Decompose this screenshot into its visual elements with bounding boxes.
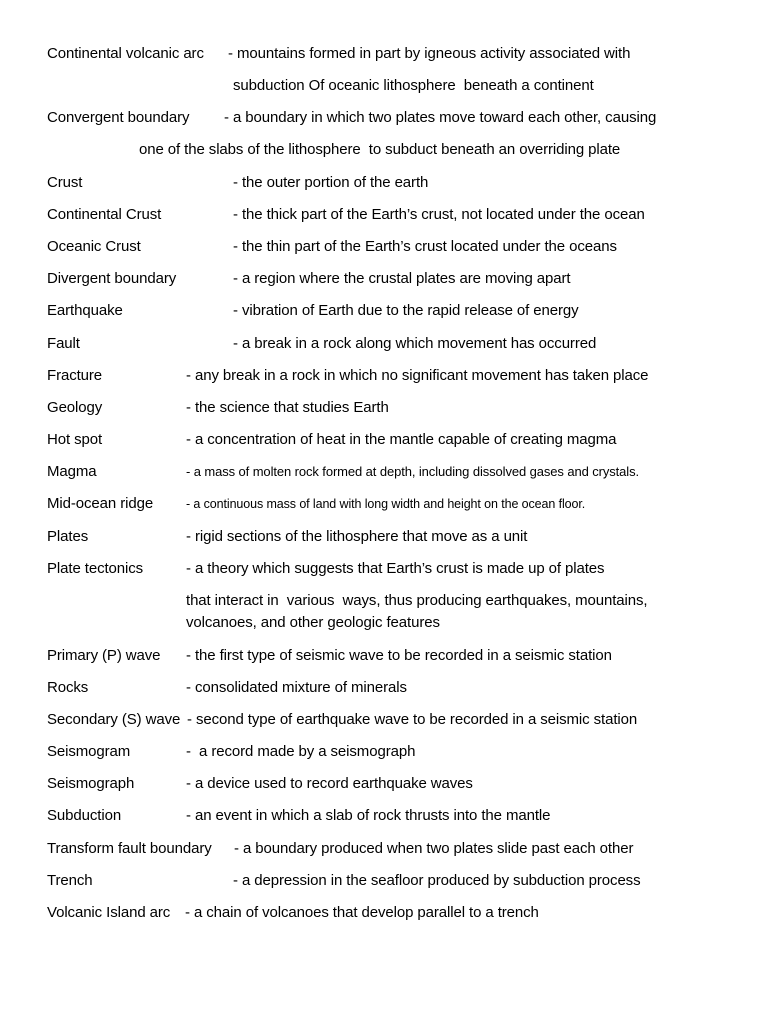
term: Transform fault boundary [47,840,212,857]
definition: - a boundary in which two plates move toward each other, causing [224,109,657,126]
term: Seismogram [47,743,131,760]
definition-continuation: volcanoes, and other geologic features [186,614,440,631]
definition: - a record made by a seismograph [186,743,416,760]
term: Divergent boundary [47,270,177,287]
definition: - mountains formed in part by igneous activity associated with [228,45,631,62]
definition: - a break in a rock along which movement has occurred [233,335,597,352]
definition: - the science that studies Earth [186,399,389,416]
definition: - vibration of Earth due to the rapid release of energy [233,302,579,319]
definition: - the thin part of the Earth’s crust located under the oceans [233,238,617,255]
term: Seismograph [47,775,135,792]
term: Fracture [47,367,103,384]
term: Plates [47,528,89,545]
term: Hot spot [47,431,103,448]
definition: - a region where the crustal plates are moving apart [233,270,571,287]
term: Earthquake [47,302,123,319]
definition: - a mass of molten rock formed at depth, including dissolved gases and crystals. [186,464,639,479]
term: Trench [47,872,93,889]
term: Oceanic Crust [47,238,141,255]
definition: - a device used to record earthquake waves [186,775,473,792]
definition-continuation: subduction Of oceanic lithosphere beneath a continent [233,77,594,94]
definition: - an event in which a slab of rock thrusts into the mantle [186,807,551,824]
term: Continental volcanic arc [47,45,204,62]
definition-continuation: that interact in various ways, thus producing earthquakes, mountains, [186,592,648,609]
term: Crust [47,174,83,191]
definition: - rigid sections of the lithosphere that move as a unit [186,528,528,545]
definition: - a continuous mass of land with long width and height on the ocean floor. [186,497,586,511]
term: Subduction [47,807,122,824]
definition: - consolidated mixture of minerals [186,679,407,696]
term: Rocks [47,679,89,696]
definition: - the thick part of the Earth’s crust, not located under the ocean [233,206,645,223]
definition: - the outer portion of the earth [233,174,429,191]
term: Primary (P) wave [47,647,161,664]
term: Fault [47,335,80,352]
definition-continuation: one of the slabs of the lithosphere to subduct beneath an overriding plate [139,141,621,158]
term: Secondary (S) wave [47,711,181,728]
term: Volcanic Island arc [47,904,171,921]
definition: - a theory which suggests that Earth’s crust is made up of plates [186,560,605,577]
term: Plate tectonics [47,560,144,577]
term: Magma [47,463,97,480]
term: Geology [47,399,103,416]
definition: - a concentration of heat in the mantle capable of creating magma [186,431,617,448]
term: Mid-ocean ridge [47,495,154,512]
definition: - the first type of seismic wave to be recorded in a seismic station [186,647,612,664]
term: Convergent boundary [47,109,190,126]
definition: - second type of earthquake wave to be recorded in a seismic station [187,711,638,728]
definition: - a chain of volcanoes that develop parallel to a trench [185,904,539,921]
definition: - a depression in the seafloor produced by subduction process [233,872,641,889]
term: Continental Crust [47,206,162,223]
definition: - a boundary produced when two plates slide past each other [234,840,634,857]
definition: - any break in a rock in which no significant movement has taken place [186,367,649,384]
